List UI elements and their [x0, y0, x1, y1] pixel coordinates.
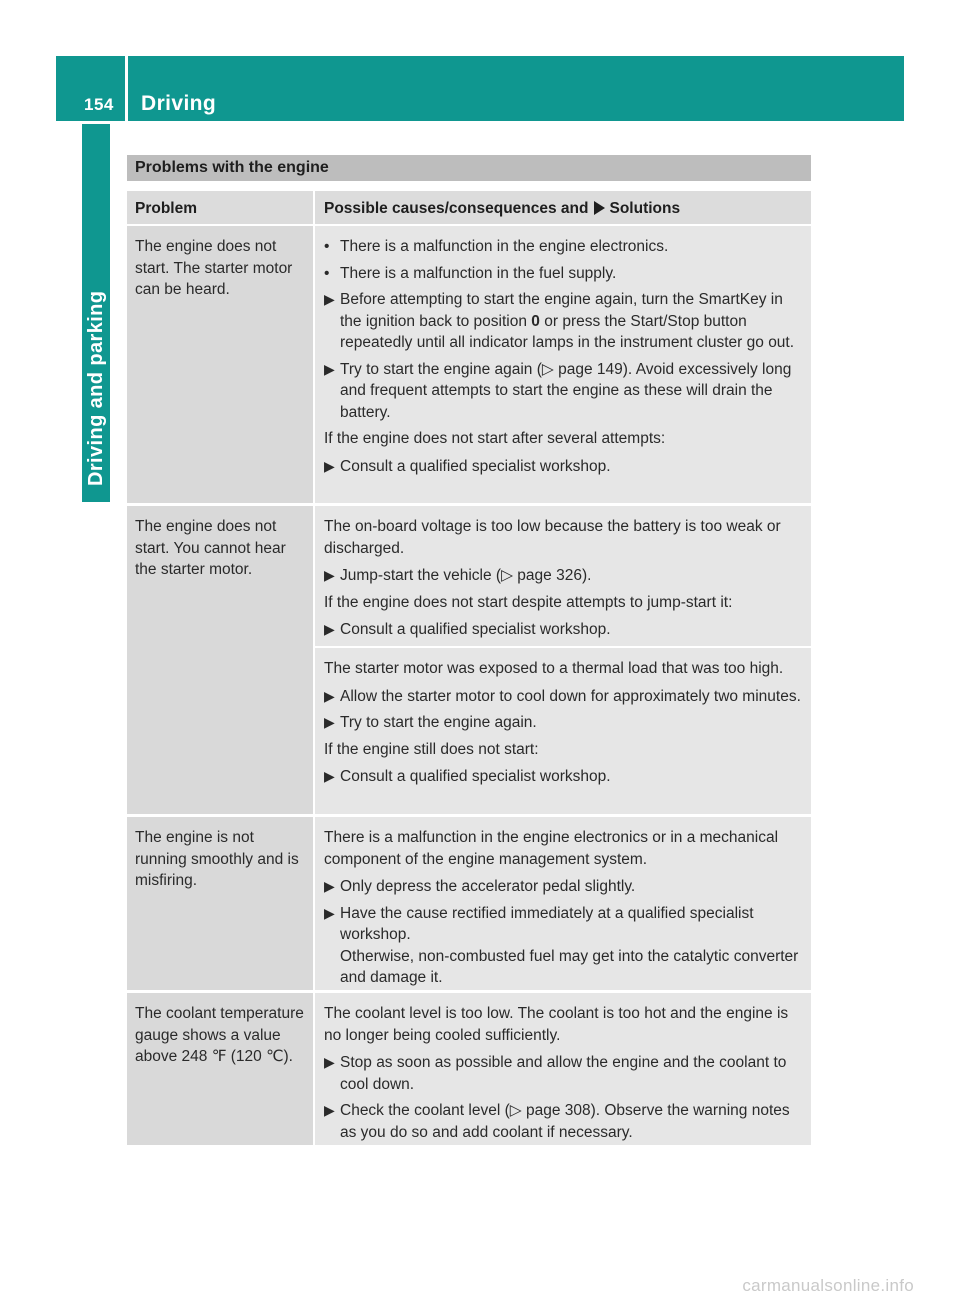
- action-arrow-icon: ▶: [324, 768, 335, 784]
- action-arrow-icon: ▶: [324, 457, 335, 474]
- action-arrow-icon: ▶: [324, 621, 335, 637]
- solutions-cell: [315, 506, 811, 814]
- action-arrow-icon: ▶: [324, 1102, 335, 1118]
- bullet-icon: •: [324, 264, 330, 282]
- paragraph: There is a malfunction in the engine electronics or in a mechanical component of the engine management system.: [324, 829, 779, 868]
- solutions-cell: [315, 993, 811, 1145]
- solutions-cell: [315, 226, 811, 503]
- list-item: • There is a malfunction in the fuel supply.: [324, 263, 805, 285]
- bullet-icon: •: [324, 238, 330, 255]
- solution-block: [315, 993, 811, 1145]
- solution-block: [315, 648, 811, 814]
- paragraph: The on-board voltage is too low because the battery is too weak or discharged.: [324, 518, 781, 557]
- action-step: ▶ Only depress the accelerator pedal slightly.: [324, 876, 805, 898]
- action-step: ▶ Consult a qualified specialist workshop.: [324, 619, 805, 641]
- action-step: ▶ Before attempting to start the engine again, turn the SmartKey in the ignition back to position 0 or press the Start/Stop button repeatedly until all indicator lamps in the instrument cluster go out.: [324, 291, 795, 351]
- action-arrow-icon: ▶: [324, 291, 335, 307]
- problem-cell: The coolant temperature gauge shows a value above 248 ℉ (120 ℃).: [127, 993, 313, 1145]
- paragraph: The starter motor was exposed to a thermal load that was too high.: [324, 660, 784, 677]
- action-step: ▶ Consult a qualified specialist workshop.: [324, 456, 805, 478]
- action-step: ▶ Try to start the engine again.: [324, 712, 805, 734]
- action-arrow-icon: ▶: [324, 878, 335, 894]
- problem-cell: The engine is not running smoothly and is misfiring.: [127, 817, 313, 990]
- solutions-cell: [315, 817, 811, 990]
- section-title: Driving: [128, 56, 904, 121]
- action-arrow-icon: ▶: [324, 360, 335, 377]
- action-arrow-icon: [594, 201, 605, 215]
- table-header: [127, 191, 811, 224]
- action-step: ▶ Allow the starter motor to cool down for approximately two minutes.: [324, 686, 805, 708]
- column-header-solutions-suffix: Solutions: [609, 200, 681, 217]
- table-row: [127, 506, 811, 814]
- action-arrow-icon: ▶: [324, 567, 335, 583]
- paragraph: If the engine does not start after several attempts:: [324, 430, 666, 447]
- problem-cell: The engine does not start. The starter motor can be heard.: [127, 226, 313, 503]
- action-step: ▶ Stop as soon as possible and allow the engine and the coolant to cool down.: [324, 1054, 787, 1093]
- paragraph: If the engine still does not start:: [324, 740, 539, 758]
- column-header-problem: Problem: [127, 191, 313, 224]
- action-step: ▶ Jump-start the vehicle (▷ page 326).: [324, 565, 805, 587]
- paragraph: If the engine does not start despite attempts to jump-start it:: [324, 593, 733, 611]
- action-step: ▶ Check the coolant level (▷ page 308). Observe the warning notes as you do so and add coolant if necessary.: [324, 1102, 790, 1141]
- table-row: [127, 817, 811, 990]
- watermark: carmanualsonline.info: [742, 1276, 914, 1295]
- solution-block: [315, 226, 811, 503]
- action-arrow-icon: ▶: [324, 904, 335, 921]
- column-header-solutions: [315, 191, 811, 224]
- column-header-solutions-prefix: Possible causes/consequences and: [324, 200, 589, 217]
- solution-block: [315, 817, 811, 990]
- side-tab-label: Driving and parking: [85, 290, 107, 486]
- table-title: Problems with the engine: [127, 155, 811, 181]
- solution-block: [315, 506, 811, 646]
- action-step: ▶ Have the cause rectified immediately at a qualified specialist workshop. Otherwise, non-combusted fuel may get into the catalytic converter and damage it.: [324, 904, 799, 986]
- action-arrow-icon: ▶: [324, 714, 335, 730]
- table-row: [127, 993, 811, 1145]
- action-arrow-icon: ▶: [324, 687, 335, 704]
- paragraph: The coolant level is too low. The coolant is too hot and the engine is no longer being cooled sufficiently.: [324, 1005, 789, 1044]
- page-number: 154: [56, 56, 125, 121]
- table-row: [127, 226, 811, 503]
- action-arrow-icon: ▶: [324, 1054, 335, 1070]
- action-step: ▶ Consult a qualified specialist workshop.: [324, 766, 805, 788]
- action-step: ▶ Try to start the engine again (▷ page 149). Avoid excessively long and frequent attempts to start the engine as these will drain the battery.: [324, 360, 792, 421]
- problem-cell: The engine does not start. You cannot hear the starter motor.: [127, 506, 313, 814]
- list-item: • There is a malfunction in the engine electronics.: [324, 236, 805, 258]
